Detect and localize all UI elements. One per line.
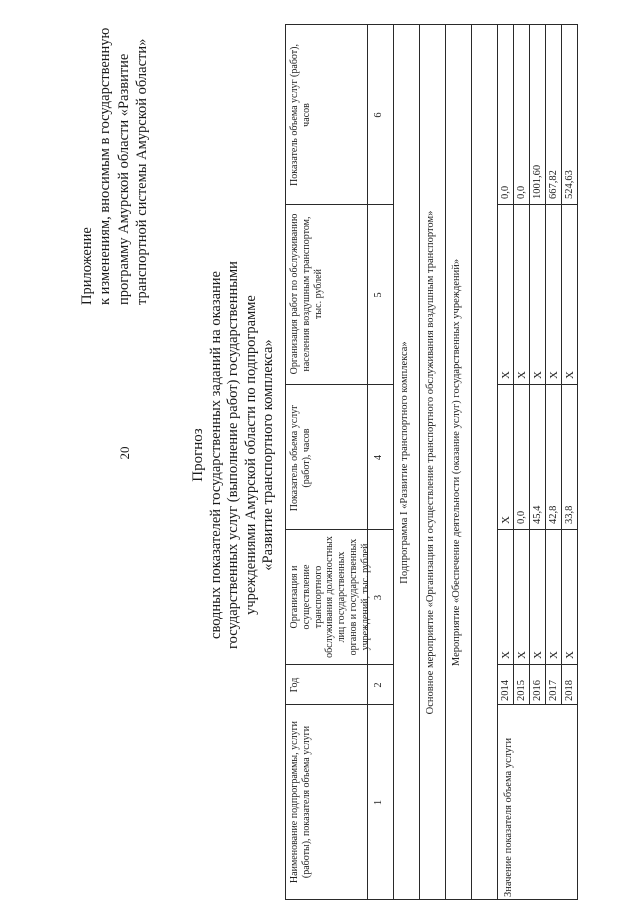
value-cell: X — [564, 371, 576, 379]
value-cell: X — [548, 651, 560, 659]
document-title — [190, 225, 278, 685]
value-cell: X — [500, 516, 512, 524]
value-cell: 524,63 — [564, 170, 575, 199]
page-number: 20 — [117, 446, 132, 460]
header-volume-hours-1: Показатель объема услуг (работ), часов — [289, 404, 312, 512]
value-cell: X — [564, 651, 576, 659]
value-cell: 0,0 — [500, 185, 511, 199]
value-cell: X — [532, 651, 544, 659]
year-cell: 2014 — [500, 680, 511, 701]
column-number: 6 — [373, 112, 384, 118]
value-cell: X — [516, 651, 528, 659]
table-line — [497, 664, 578, 665]
value-cell: X — [548, 371, 560, 379]
table-line — [497, 704, 578, 705]
value-cell: 667,82 — [548, 170, 559, 199]
appendix-line: транспортной системы Амурской области» — [133, 38, 150, 305]
table-line — [497, 204, 578, 205]
table-line — [445, 25, 446, 900]
value-cell: 0,0 — [516, 510, 527, 524]
table-line — [393, 25, 394, 900]
table-line — [497, 529, 578, 530]
value-cell: 42,8 — [548, 505, 559, 524]
year-cell: 2018 — [564, 680, 575, 701]
value-cell: 45,4 — [532, 505, 543, 524]
header-year: Год — [289, 677, 300, 693]
column-number: 2 — [373, 682, 384, 688]
table-line — [497, 384, 578, 385]
indicator-label: Значение показателя объема услуги — [503, 737, 514, 897]
header-name: Наименование подпрограммы, услуги (работы), показателя объема услуги — [289, 720, 312, 884]
value-cell: X — [516, 371, 528, 379]
year-cell: 2016 — [532, 680, 543, 701]
column-number: 5 — [373, 292, 384, 298]
value-cell: 33,8 — [564, 505, 575, 524]
subprogram-row: Подпрограмма I «Развитие транспортного комплекса» — [399, 341, 410, 584]
main-activity-row: Основное мероприятие «Организация и осуществление транспортного обслуживания воздушным транспортом» — [425, 210, 436, 715]
column-number: 4 — [373, 454, 384, 461]
column-number: 3 — [373, 594, 384, 601]
table-line — [471, 25, 472, 900]
table-border-top — [285, 25, 286, 900]
forecast-table — [285, 25, 580, 905]
title-line: государственных услуг (выполнение работ) государственными — [225, 261, 242, 649]
value-cell: X — [500, 371, 512, 379]
appendix-line: программу Амурской области «Развитие — [115, 53, 132, 305]
table-line — [419, 25, 420, 900]
header-transport-service: Организация и осуществление транспортного обслуживания должностных лиц государственных органов и государственных учреждений, тыс. рублей — [289, 536, 371, 658]
title-line: учреждениями Амурской области по подпрограмме — [242, 295, 259, 615]
appendix-line: Приложение — [79, 227, 95, 305]
value-cell: 1001,60 — [532, 164, 543, 199]
header-volume-hours-2: Показатель объема услуг (работ), часов — [289, 44, 312, 186]
title-main: Прогноз — [190, 428, 206, 482]
appendix-note — [78, 5, 151, 305]
value-cell: 0,0 — [516, 185, 527, 199]
appendix-line: к изменениям, вносимым в государственную — [97, 27, 114, 305]
activity-row: Мероприятие «Обеспечение деятельности (оказание услуг) государственных учреждений» — [451, 258, 462, 667]
year-cell: 2015 — [516, 680, 527, 701]
title-line: сводных показателей государственных заданий на оказание — [207, 271, 224, 639]
year-cell: 2017 — [548, 680, 559, 701]
title-line: «Развитие транспортного комплекса» — [260, 339, 277, 571]
value-cell: X — [500, 651, 512, 659]
value-cell: X — [532, 371, 544, 379]
header-air-transport: Организация работ по обслуживанию населения воздушным транспортом, тыс. рублей — [289, 213, 324, 375]
table-line — [367, 25, 368, 900]
column-number: 1 — [373, 799, 384, 806]
